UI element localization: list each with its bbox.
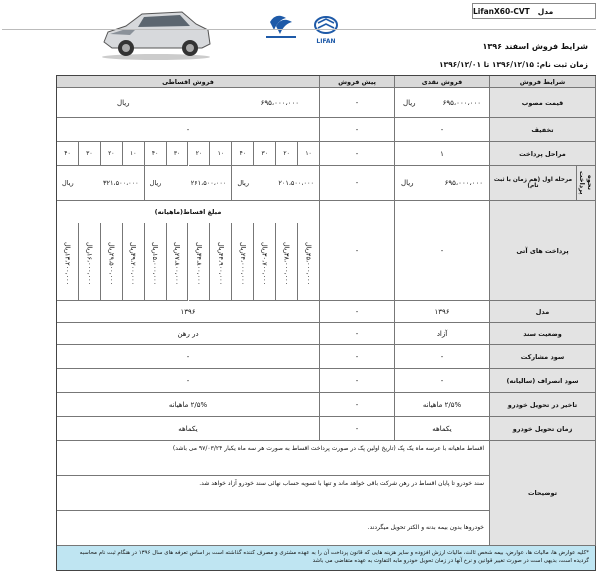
row-label-model-year: مدل xyxy=(490,301,596,323)
row-label-delivery: زمان تحویل خودرو xyxy=(490,417,596,441)
monthly-installment-unit: ریال xyxy=(238,241,247,254)
profit-installment: - xyxy=(57,345,320,369)
note-1: اقساط ماهیانه با عرسه ماه یک پک (تاریخ اولین پک در صورت پرداخت اقساط به صورت هر سه ماه یکبار ۹۷/۰۳/۲۴ می باشد) xyxy=(57,441,490,476)
row-label-delay: تاخیر در تحویل خودرو xyxy=(490,393,596,417)
price-presale: - xyxy=(320,88,395,118)
row-label-notes: توضیحات xyxy=(490,441,596,546)
stage-percent-3: ۳۰ xyxy=(254,142,276,166)
payment-method-group-label xyxy=(577,166,596,201)
future-installment-title: مبلغ اقساط(ماهیانه) xyxy=(57,201,320,223)
stages-presale: - xyxy=(320,142,395,166)
first-payment-presale: - xyxy=(320,166,395,201)
stage-percent-7: ۳۰ xyxy=(167,142,189,166)
stage-percent-1: ۱۰ xyxy=(298,142,320,166)
logo-text: LIFAN xyxy=(316,38,336,45)
stage-percent-11: ۳۰ xyxy=(79,142,101,166)
page-title: شرایط فروش اسفند ۱۳۹۶ xyxy=(482,42,588,51)
monthly-installment-unit: ریال xyxy=(304,241,313,254)
first-payment-cash-value: ۶۹۵،۰۰۰،۰۰۰ xyxy=(444,179,483,187)
monthly-installment-11 xyxy=(79,223,101,301)
monthly-installment-value: ۳۰،۷۰۰،۰۰۰ xyxy=(260,253,269,286)
registration-period xyxy=(439,60,588,69)
model-value: LifanX60-CVT xyxy=(473,6,530,16)
monthly-installment-value: ۳۹،۲۰۰،۰۰۰ xyxy=(129,253,138,286)
monthly-installment-12 xyxy=(57,223,79,301)
row-label-discount: تخفیف xyxy=(490,118,596,142)
monthly-installment-unit: ریال xyxy=(129,241,138,254)
stage-percent-12: ۴۰ xyxy=(57,142,79,166)
monthly-installment-unit: ریال xyxy=(173,241,182,254)
tax-disclaimer-banner: *کلیه عوارض ها، مالیات ها، عوارض، بیمه شخص ثالث، مالیات ارزش افزوده و سایر هزینه هایی که قانون پرداخت آن را به عهده مشتری و مصرف کننده گذاشته است بر اساس تعرفه های سال ۱۳۹۶ در هنگام ثبت نام محاسبه گردیده است، بدیهی است در صورت تغییر قوانین و نرخ آنها در زمان تحویل خودرو مابه التفاوت به عهده متقاضی می باشد xyxy=(57,546,595,570)
first-payment-value: ۲۰۱،۵۰۰،۰۰۰ xyxy=(278,179,314,187)
annual-installment: - xyxy=(57,369,320,393)
first-payment-group-3 xyxy=(57,166,145,201)
document-installment: در رهن xyxy=(57,323,320,345)
price-cash xyxy=(395,88,490,118)
model-year-cash: ۱۳۹۶ xyxy=(395,301,490,323)
first-payment-value: ۲۶۱،۵۰۰،۰۰۰ xyxy=(190,179,227,187)
monthly-installment-unit: ریال xyxy=(260,241,269,254)
document-presale: - xyxy=(320,323,395,345)
monthly-installment-value: ۳۸،۰۰۰،۰۰۰ xyxy=(282,253,291,286)
row-label-document: وضعیت سند xyxy=(490,323,596,345)
monthly-installment-unit: ریال xyxy=(194,241,203,254)
profit-presale: - xyxy=(320,345,395,369)
monthly-installment-value: ۲۹،۵۰۰،۰۰۰ xyxy=(107,253,116,286)
monthly-installment-4 xyxy=(232,223,254,301)
first-payment-unit: ریال xyxy=(237,179,249,187)
stage-percent-5: ۱۰ xyxy=(210,142,232,166)
payment-method-label: نحوه پرداخت xyxy=(578,171,594,195)
model-year-installment: ۱۳۹۶ xyxy=(57,301,320,323)
model-box xyxy=(472,3,596,19)
first-payment-unit: ریال xyxy=(62,179,74,187)
monthly-installment-value: ۲۷،۸۰۰،۰۰۰ xyxy=(173,253,182,286)
monthly-installment-value: ۲۴،۰۰۰،۰۰۰ xyxy=(238,253,247,286)
first-payment-unit: ریال xyxy=(149,179,162,187)
first-payment-cash xyxy=(395,166,490,201)
car-image xyxy=(96,2,214,62)
sales-conditions-table xyxy=(56,75,596,571)
model-label: مدل xyxy=(537,6,554,16)
price-cash-value: ۶۹۵،۰۰۰،۰۰۰ xyxy=(442,98,481,107)
monthly-installment-6 xyxy=(189,223,211,301)
monthly-installment-8 xyxy=(145,223,167,301)
price-cash-unit: ریال xyxy=(403,98,416,107)
row-label-future: پرداخت های آتی xyxy=(490,201,596,301)
brand-logos xyxy=(262,8,348,48)
row-label-stages: مراحل پرداخت xyxy=(490,142,596,166)
col-header-presale: پیش فروش xyxy=(320,76,395,88)
monthly-installment-7 xyxy=(167,223,189,301)
first-payment-value: ۳۲۱،۵۰۰،۰۰۰ xyxy=(103,179,139,187)
row-label-price: قیمت مصوب xyxy=(490,88,596,118)
row-label-profit: سود مشارکت xyxy=(490,345,596,369)
period-value: ۱۳۹۶/۱۲/۱۵ تا ۱۳۹۶/۱۲/۰۱ xyxy=(438,60,535,69)
first-payment-group-1 xyxy=(232,166,320,201)
row-label-annual: سود انصراف (سالیانه) xyxy=(490,369,596,393)
delay-cash: ۲/۵% ماهیانه xyxy=(395,393,490,417)
monthly-installment-unit: ریال xyxy=(216,241,225,254)
annual-cash: - xyxy=(395,369,490,393)
stage-percent-4: ۴۰ xyxy=(232,142,254,166)
monthly-installment-unit: ریال xyxy=(63,241,72,254)
annual-presale: - xyxy=(320,369,395,393)
document-cash: آزاد xyxy=(395,323,490,345)
price-installment xyxy=(57,88,320,118)
discount-cash: - xyxy=(395,118,490,142)
stage-percent-6: ۲۰ xyxy=(189,142,211,166)
delivery-installment: یکماهه xyxy=(57,417,320,441)
period-label: زمان ثبت نام: xyxy=(536,60,588,69)
stage-percent-9: ۱۰ xyxy=(123,142,145,166)
stage-percent-8: ۴۰ xyxy=(145,142,167,166)
monthly-installment-value: ۱۵،۰۰۰،۰۰۰ xyxy=(151,253,160,286)
first-payment-group-2 xyxy=(145,166,233,201)
monthly-installment-value: ۳۴،۸۰۰،۰۰۰ xyxy=(194,253,203,286)
future-cash: - xyxy=(395,201,490,301)
monthly-installment-3 xyxy=(254,223,276,301)
monthly-installment-unit: ریال xyxy=(151,241,160,254)
discount-installment: - xyxy=(57,118,320,142)
monthly-installment-9 xyxy=(123,223,145,301)
price-installment-unit: ریال xyxy=(117,98,130,107)
header-divider xyxy=(2,29,596,30)
stage-percent-10: ۲۰ xyxy=(101,142,123,166)
monthly-installment-value: ۴۴،۹۰۰،۰۰۰ xyxy=(216,253,225,286)
delivery-presale: - xyxy=(320,417,395,441)
row-label-first-payment: مرحله اول (هم زمان با ثبت نام) xyxy=(490,166,577,201)
monthly-installment-value: ۱۶،۰۰۰،۰۰۰ xyxy=(85,253,94,286)
profit-cash: - xyxy=(395,345,490,369)
delay-presale: - xyxy=(320,393,395,417)
monthly-installment-unit: ریال xyxy=(85,241,94,254)
model-year-presale: - xyxy=(320,301,395,323)
monthly-installment-2 xyxy=(276,223,298,301)
col-header-conditions: شرایط فروش xyxy=(490,76,596,88)
monthly-installment-value: ۴۵،۰۰۰،۰۰۰ xyxy=(304,253,313,286)
future-presale: - xyxy=(320,201,395,301)
price-installment-value: ۶۹۵،۰۰۰،۰۰۰ xyxy=(260,98,299,107)
delay-installment: ۲/۵% ماهیانه xyxy=(57,393,320,417)
monthly-installment-unit: ریال xyxy=(282,241,291,254)
note-3: خودروها بدون بیمه بدنه و الکتر تحویل میگردند. xyxy=(57,511,490,546)
delivery-cash: یکماهه xyxy=(395,417,490,441)
monthly-installment-5 xyxy=(210,223,232,301)
col-header-cash: فروش نقدی xyxy=(395,76,490,88)
stages-cash: ۱ xyxy=(395,142,490,166)
first-payment-cash-unit: ریال xyxy=(401,179,414,187)
stage-percent-2: ۲۰ xyxy=(276,142,298,166)
document-header xyxy=(0,0,600,64)
monthly-installment-value: ۱۳،۲۰۰،۰۰۰ xyxy=(63,253,72,286)
monthly-installment-10 xyxy=(101,223,123,301)
note-2: سند خودرو تا پایان اقساط در رهن شرکت باقی خواهد ماند و تنها با تسویه حساب نهائی سند خودرو آزاد خواهد شد. xyxy=(57,476,490,511)
discount-presale: - xyxy=(320,118,395,142)
col-header-installment: فروش اقساطی xyxy=(57,76,320,88)
monthly-installment-unit: ریال xyxy=(107,241,116,254)
monthly-installment-1 xyxy=(298,223,320,301)
